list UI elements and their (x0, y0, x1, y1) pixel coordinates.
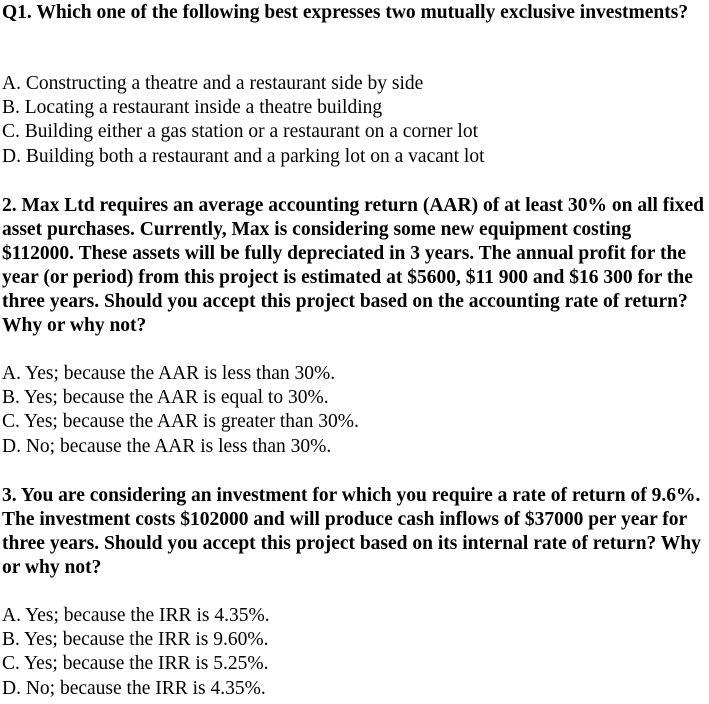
question-3-options (2, 604, 707, 701)
question-1-option-d: D. Building both a restaurant and a parking lot on a vacant lot (2, 145, 485, 167)
question-1 (2, 1, 707, 25)
question-3 (2, 484, 707, 580)
question-2-options (2, 362, 707, 459)
question-2 (2, 194, 707, 338)
question-1-option-b: B. Locating a restaurant inside a theatre building (2, 97, 383, 119)
question-1-text: Q1. Which one of the following best expresses two mutually exclusive investments? (2, 2, 689, 23)
question-3-option-a: A. Yes; because the IRR is 4.35%. (2, 605, 270, 626)
question-3-text: 3. You are considering an investment for which you require a rate of return of 9.6%. The investment costs $102000 and will produce cash inflows of $37000 per year for three years. Should you accept this project based on its internal rate of return? Why or why not? (2, 485, 701, 578)
question-1-option-a: A. Constructing a theatre and a restaurant side by side (2, 73, 424, 94)
question-2-option-d: D. No; because the AAR is less than 30%. (2, 435, 332, 457)
question-2-option-a: A. Yes; because the AAR is less than 30%. (2, 363, 336, 384)
question-1-option-c: C. Building either a gas station or a restaurant on a corner lot (2, 121, 478, 143)
question-2-option-b: B. Yes; because the AAR is equal to 30%. (2, 387, 329, 409)
question-3-option-d: D. No; because the IRR is 4.35%. (2, 677, 266, 699)
question-2-option-c: C. Yes; because the AAR is greater than 30%. (2, 411, 359, 433)
question-1-options (2, 72, 707, 169)
question-3-option-b: B. Yes; because the IRR is 9.60%. (2, 629, 269, 651)
question-3-option-c: C. Yes; because the IRR is 5.25%. (2, 653, 269, 675)
question-2-text: 2. Max Ltd requires an average accounting return (AAR) of at least 30% on all fixed asset purchases. Currently, Max is considering some new equipment costing $112000. These assets will be fully depreciated in 3 years. The annual profit for the year (or period) from this project is estimated at $5600, $11 900 and $16 300 for the three years. Should you accept this project based on the accounting rate of return? Why or why not? (2, 195, 704, 336)
